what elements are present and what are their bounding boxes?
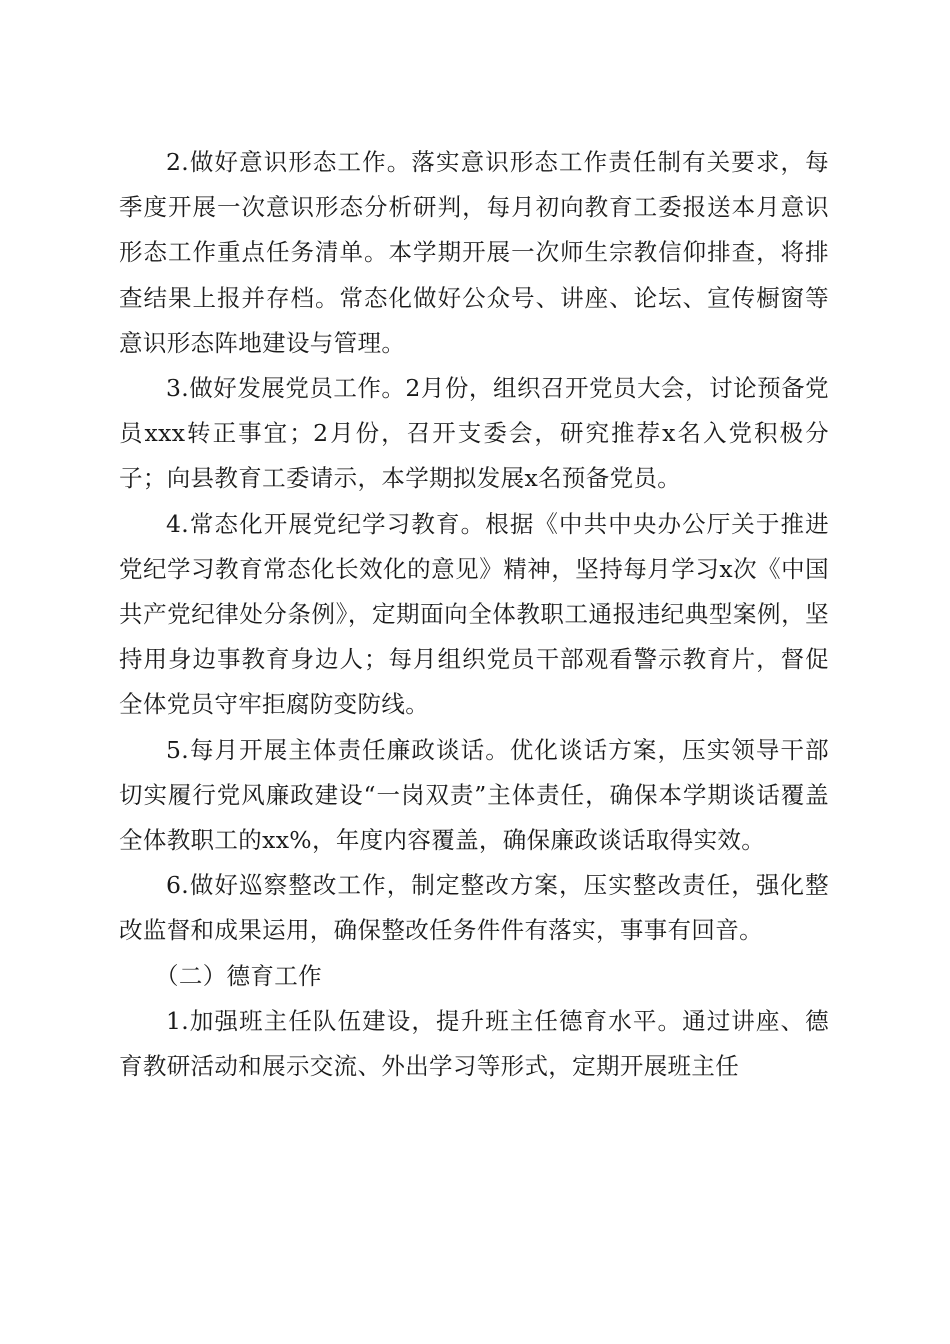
document-body: [119, 140, 829, 1089]
paragraph-integrity-talks: 5.每月开展主体责任廉政谈话。优化谈话方案，压实领导干部切实履行党风廉政建设“一岗双责”主体责任，确保本学期谈话覆盖全体教职工的xx%，年度内容覆盖，确保廉政谈话取得实效。: [119, 735, 829, 855]
section-heading-moral-education: （二）德育工作: [155, 961, 322, 990]
paragraph-discipline-education: 4.常态化开展党纪学习教育。根据《中共中央办公厅关于推进党纪学习教育常态化长效化的意见》精神，坚持每月学习x次《中国共产党纪律处分条例》，定期面向全体教职工通报违纪典型案例，坚持用身边事教育身边人；每月组织党员干部观看警示教育片，督促全体党员守牢拒腐防变防线。: [119, 509, 829, 719]
paragraph-inspection-rectification: 6.做好巡察整改工作，制定整改方案，压实整改责任，强化整改监督和成果运用，确保整改任务件件有落实，事事有回音。: [119, 871, 829, 945]
paragraph-ideology-work: 2.做好意识形态工作。落实意识形态工作责任制有关要求，每季度开展一次意识形态分析研判，每月初向教育工委报送本月意识形态工作重点任务清单。本学期开展一次师生宗教信仰排查，将排查结果上报并存档。常态化做好公众号、讲座、论坛、宣传橱窗等意识形态阵地建设与管理。: [119, 148, 829, 357]
paragraph-party-member-development: 3.做好发展党员工作。2月份，组织召开党员大会，讨论预备党员xxx转正事宜；2月份，召开支委会，研究推荐x名入党积极分子；向县教育工委请示，本学期拟发展x名预备党员。: [119, 374, 829, 493]
paragraph-head-teacher-team: 1.加强班主任队伍建设，提升班主任德育水平。通过讲座、德育教研活动和展示交流、外出学习等形式，定期开展班主任: [119, 1006, 829, 1081]
